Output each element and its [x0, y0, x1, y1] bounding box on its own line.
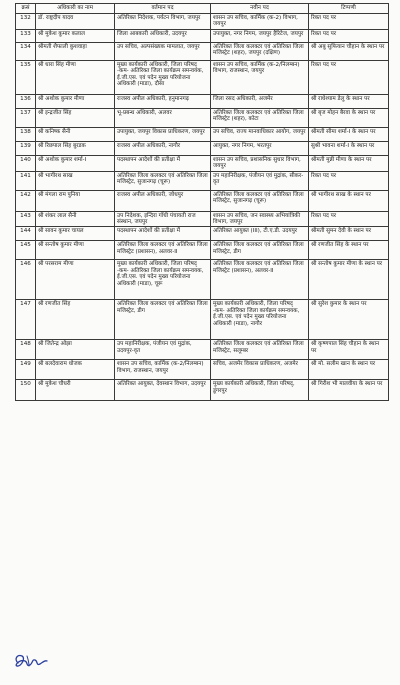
- current-post: भू-प्रबन्ध अधिकारी, अलवर: [115, 108, 211, 127]
- new-post: अतिरिक्त जिला कलक्टर एवं अतिरिक्त जिला मजिस्ट्रेट, सलूम्बर: [211, 340, 309, 360]
- current-post: मुख्य कार्यकारी अधिकारी, जिला परिषद् -कम- अतिरिक्त जिला कार्यक्रम समन्वयक, ई.जी.एस. एवं पदेन मुख्य परियोजना अधिकारी (माडा), दौसा: [115, 60, 211, 94]
- table-body: [16, 14, 389, 401]
- current-post: अतिरिक्त निदेशक, पर्यटन विभाग, जयपुर: [115, 14, 211, 30]
- row-serial: 136: [16, 94, 36, 108]
- current-post: अतिरिक्त जिला कलक्टर एवं अतिरिक्त जिला मजिस्ट्रेट, डीग: [115, 300, 211, 340]
- new-post: शासन उप सचिव, कार्मिक (क-2/निलम्बन) विभाग, राजस्थान, जयपुर: [211, 60, 309, 94]
- row-serial: 148: [16, 340, 36, 360]
- remark: श्री मो. सलीम खान के स्थान पर: [309, 360, 389, 380]
- officer-name: श्री इन्द्रजीत सिंह: [36, 108, 115, 127]
- table-row: [16, 380, 389, 401]
- current-post: शासन उप सचिव, कार्मिक (क-2/निलम्बन) विभाग, राजस्थान, जयपुर: [115, 360, 211, 380]
- current-post: उपायुक्त, जयपुर विकास प्राधिकरण, जयपुर: [115, 127, 211, 141]
- table-row: [16, 155, 389, 171]
- row-serial: 133: [16, 29, 36, 42]
- row-serial: 139: [16, 141, 36, 155]
- remark: श्री राधेश्याम डेलु के स्थान पर: [309, 94, 389, 108]
- row-serial: 138: [16, 127, 36, 141]
- officer-name: श्री बलदेवाराम धोजक: [36, 360, 115, 380]
- remark: रिक्त पद पर: [309, 60, 389, 94]
- remark: श्री बृज मोहन बैरवा के स्थान पर: [309, 108, 389, 127]
- officer-name: डॉ. राष्ट्रदीप यादव: [36, 14, 115, 30]
- officer-name: श्री परसराम मीणा: [36, 260, 115, 300]
- current-post: उप निदेशक, इन्दिरा गाँधी पंचायती राज संस्थान, जयपुर: [115, 211, 211, 227]
- table-row: [16, 340, 389, 360]
- row-serial: 143: [16, 211, 36, 227]
- remark: सुश्री भावना शर्मा-I के स्थान पर: [309, 141, 389, 155]
- remark: श्रीमती सुमन देवी के स्थान पर: [309, 227, 389, 241]
- officer-name: श्री सन्तोष कुमार मीणा: [36, 241, 115, 260]
- table-row: [16, 300, 389, 340]
- new-post: अतिरिक्त जिला कलक्टर एवं अतिरिक्त जिला मजिस्ट्रेट (शहर), जयपुर (दक्षिण): [211, 42, 309, 60]
- row-serial: 135: [16, 60, 36, 94]
- header-current-post: वर्तमान पद: [115, 4, 211, 14]
- table-row: [16, 227, 389, 241]
- remark: रिक्त पद पर: [309, 211, 389, 227]
- remark: श्री कृष्णपाल सिंह चौहान के स्थान पर: [309, 340, 389, 360]
- table-row: [16, 60, 389, 94]
- new-post: शासन उप सचिव, कार्मिक (क-2) विभाग, जयपुर: [211, 14, 309, 30]
- new-post: आयुक्त, नगर निगम, भरतपुर: [211, 141, 309, 155]
- row-serial: 132: [16, 14, 36, 30]
- signature-icon: [12, 650, 50, 672]
- table-row: [16, 241, 389, 260]
- table-row: [16, 260, 389, 300]
- new-post: मुख्य कार्यकारी अधिकारी, जिला परिषद्, डूंगरपुर: [211, 380, 309, 401]
- table-row: [16, 360, 389, 380]
- current-post: राजस्व अपील अधिकारी, नागौर: [115, 141, 211, 155]
- current-post: राजस्व अपील अधिकारी, जोधपुर: [115, 190, 211, 211]
- row-serial: 141: [16, 171, 36, 190]
- current-post: पदस्थापन आदेशों की प्रतीक्षा में: [115, 227, 211, 241]
- table-row: [16, 190, 389, 211]
- officer-name: श्री धारा सिंह मीणा: [36, 60, 115, 94]
- new-post: अतिरिक्त जिला कलक्टर एवं अतिरिक्त जिला मजिस्ट्रेट (प्रशासन), अलवर-II: [211, 260, 309, 300]
- remark: रिक्त पद पर: [309, 171, 389, 190]
- current-post: अतिरिक्त जिला कलक्टर एवं अतिरिक्त जिला मजिस्ट्रेट (प्रशासन), अलवर-II: [115, 241, 211, 260]
- table-row: [16, 211, 389, 227]
- table-row: [16, 108, 389, 127]
- new-post: उप सचिव, राज्य मानवाधिकार आयोग, जयपुर: [211, 127, 309, 141]
- officer-name: श्री रिछपाल सिंह बुरडक: [36, 141, 115, 155]
- new-post: शासन उप सचिव, जन स्वास्थ्य अभियांत्रिकी विभाग, जयपुर: [211, 211, 309, 227]
- officer-name: श्री मंगला राम पुनिया: [36, 190, 115, 211]
- officer-name: श्री सावन कुमार चायल: [36, 227, 115, 241]
- new-post: सचिव, अजमेर विकास प्राधिकरण, अजमेर: [211, 360, 309, 380]
- officer-name: श्री जितेन्द्र ओझा: [36, 340, 115, 360]
- header-officer-name: अधिकारी का नाम: [36, 4, 115, 14]
- officer-name: श्रीमती शैफाली कुशवाहा: [36, 42, 115, 60]
- new-post: मुख्य कार्यकारी अधिकारी, जिला परिषद् -कम- अतिरिक्त जिला कार्यक्रम समन्वयक, ई.जी.एस. एवं पदेन मुख्य परियोजना अधिकारी (माडा), नागौर: [211, 300, 309, 340]
- row-serial: 147: [16, 300, 36, 340]
- remark: रिक्त पद पर: [309, 29, 389, 42]
- officer-name: श्री मुकेश चौधरी: [36, 380, 115, 401]
- officer-name: श्री अशोक कुमार शर्मा-I: [36, 155, 115, 171]
- current-post: उप सचिव, अल्पसंख्यक मामलात, जयपुर: [115, 42, 211, 60]
- officer-name: श्री रणजीत सिंह: [36, 300, 115, 340]
- remark: श्री सन्तोष कुमार मीणा के स्थान पर: [309, 260, 389, 300]
- current-post: अतिरिक्त जिला कलक्टर एवं अतिरिक्त जिला मजिस्ट्रेट, सुजानगढ़ (चूरू): [115, 171, 211, 190]
- remark: श्री अबु सुफियान चौहान के स्थान पर: [309, 42, 389, 60]
- new-post: उपायुक्त, नगर निगम, जयपुर हैरिटेज, जयपुर: [211, 29, 309, 42]
- new-post: अतिरिक्त जिला कलक्टर एवं अतिरिक्त जिला मजिस्ट्रेट, सुजानगढ़ (चूरू): [211, 190, 309, 211]
- table-row: [16, 171, 389, 190]
- officer-name: श्री मुकेश कुमार कलाल: [36, 29, 115, 42]
- current-post: उप महानिरीक्षक, पंजीयन एवं मुद्रांक, उदयपुर-वृत: [115, 340, 211, 360]
- row-serial: 134: [16, 42, 36, 60]
- table-row: [16, 127, 389, 141]
- remark: श्री गिरीश भी मालवीया के स्थान पर: [309, 380, 389, 401]
- row-serial: 137: [16, 108, 36, 127]
- current-post: राजस्व अपील अधिकारी, हनुमानगढ़: [115, 94, 211, 108]
- header-serial: क्रसं: [16, 4, 36, 14]
- new-post: अतिरिक्त जिला कलक्टर एवं अतिरिक्त जिला मजिस्ट्रेट (शहर), कोटा: [211, 108, 309, 127]
- transfer-order-table: [15, 3, 389, 401]
- table-row: [16, 42, 389, 60]
- header-remark: टिप्पणी: [309, 4, 389, 14]
- remark: रिक्त पद पर: [309, 14, 389, 30]
- row-serial: 144: [16, 227, 36, 241]
- new-post: उप महानिरीक्षक, पंजीयन एवं मुद्रांक, सीकर-वृत: [211, 171, 309, 190]
- table-header-row: [16, 4, 389, 14]
- current-post: जिला आबकारी अधिकारी, उदयपुर: [115, 29, 211, 42]
- remark: श्रीमती सीमा शर्मा-I के स्थान पर: [309, 127, 389, 141]
- officer-name: श्री कनिष्क सैनी: [36, 127, 115, 141]
- remark: श्री रणजीत सिंह के स्थान पर: [309, 241, 389, 260]
- new-post: अतिरिक्त आयुक्त (III), टी.ए.डी. उदयपुर: [211, 227, 309, 241]
- officer-name: श्री अशोक कुमार मीणा: [36, 94, 115, 108]
- current-post: पदस्थापन आदेशों की प्रतीक्षा में: [115, 155, 211, 171]
- remark: श्रीमती मुन्नी मीणा के स्थान पर: [309, 155, 389, 171]
- row-serial: 142: [16, 190, 36, 211]
- officer-name: श्री शंकर लाल सैनी: [36, 211, 115, 227]
- row-serial: 149: [16, 360, 36, 380]
- current-post: अतिरिक्त आयुक्त, देवस्थान विभाग, उदयपुर: [115, 380, 211, 401]
- header-new-post: नवीन पद: [211, 4, 309, 14]
- table-row: [16, 14, 389, 30]
- table-row: [16, 29, 389, 42]
- table-row: [16, 94, 389, 108]
- row-serial: 146: [16, 260, 36, 300]
- table-row: [16, 141, 389, 155]
- remark: श्री भागीरथ साख के स्थान पर: [309, 190, 389, 211]
- row-serial: 150: [16, 380, 36, 401]
- new-post: जिला रसद अधिकारी, अजमेर: [211, 94, 309, 108]
- row-serial: 140: [16, 155, 36, 171]
- remark: श्री सुरेश कुमार के स्थान पर: [309, 300, 389, 340]
- new-post: अतिरिक्त जिला कलक्टर एवं अतिरिक्त जिला मजिस्ट्रेट, डीग: [211, 241, 309, 260]
- new-post: शासन उप सचिव, प्रशासनिक सुधार विभाग, जयपुर: [211, 155, 309, 171]
- row-serial: 145: [16, 241, 36, 260]
- officer-name: श्री भागीरथ साख: [36, 171, 115, 190]
- current-post: मुख्य कार्यकारी अधिकारी, जिला परिषद् -कम- अतिरिक्त जिला कार्यक्रम समन्वयक, ई.जी.एस. एवं पदेन मुख्य परियोजना अधिकारी (माडा), चूरू: [115, 260, 211, 300]
